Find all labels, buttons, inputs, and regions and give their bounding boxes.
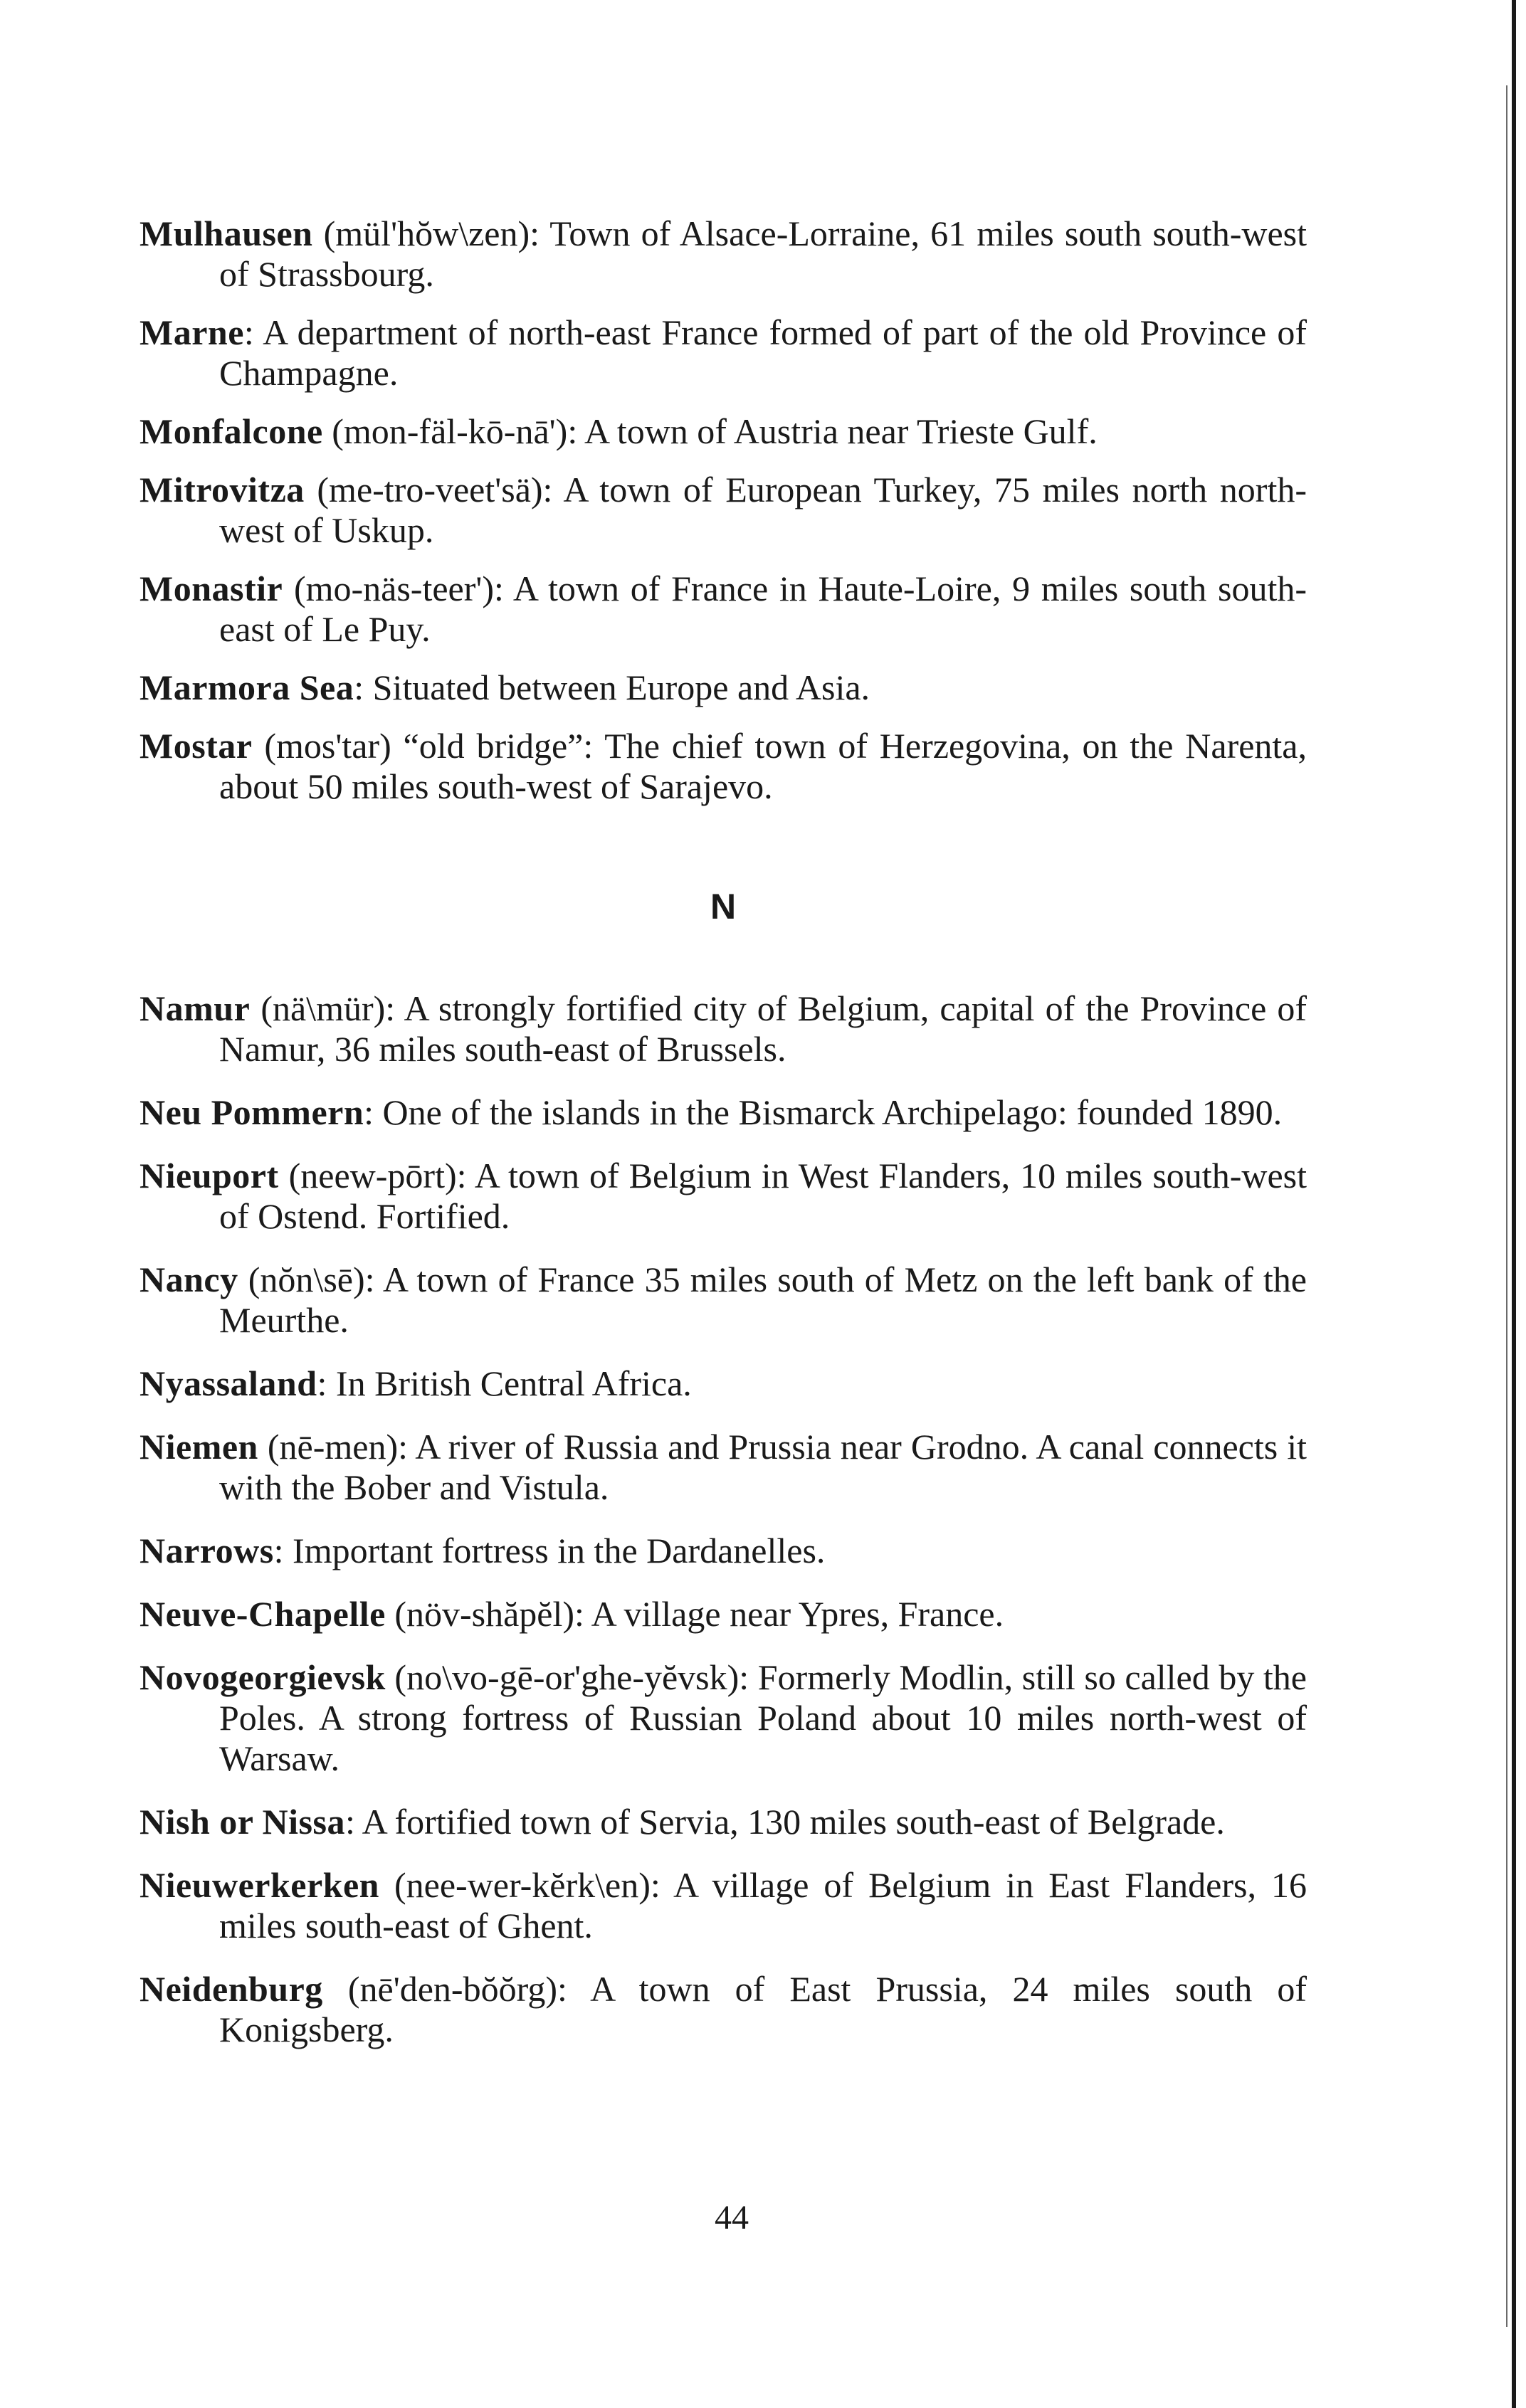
entry-headword: Nancy: [140, 1260, 238, 1299]
entry-marne: [140, 312, 1307, 394]
entry-monastir: [140, 569, 1307, 650]
entry-mulhausen: [140, 213, 1307, 295]
entry-headword: Mitrovitza: [140, 470, 305, 509]
entry-headword: Marmora Sea: [140, 667, 354, 707]
page-edge-shadow: [1506, 85, 1507, 2327]
entry-novogeorgievsk: [140, 1657, 1307, 1779]
entry-text: (nē'den-bŏŏrg): A town of East Prussia, 24 miles south of Konigsberg.: [219, 1969, 1307, 2049]
entry-headword: Nish or Nissa: [140, 1802, 345, 1842]
entry-text: (no\vo-gē-or'ghe-yĕvsk): Formerly Modlin, still so called by the Poles. A strong fortress of Russian Poland about 10 miles north-west of Warsaw.: [219, 1657, 1307, 1778]
entry-nieuwerkerken: [140, 1865, 1307, 1946]
entry-monfalcone: [140, 411, 1307, 452]
entry-headword: Mostar: [140, 726, 253, 766]
entry-text: : One of the islands in the Bismarck Archipelago: founded 1890.: [364, 1092, 1283, 1132]
entry-headword: Novogeorgievsk: [140, 1657, 386, 1697]
entry-text: (nee-wer-kĕrk\en): A village of Belgium in East Flanders, 16 miles south-east of Ghent.: [219, 1865, 1307, 1945]
entry-text: : In British Central Africa.: [317, 1363, 692, 1403]
entry-text: (növ-shăpĕl): A village near Ypres, France.: [385, 1594, 1004, 1634]
entry-headword: Nyassaland: [140, 1363, 317, 1403]
entry-text: (mül'hŏw\zen): Town of Alsace-Lorraine, 61 miles south south-west of Strassbourg.: [219, 213, 1307, 294]
entry-nyassaland: [140, 1363, 1307, 1404]
entry-text: : Situated between Europe and Asia.: [354, 667, 870, 707]
entry-text: : Important fortress in the Dardanelles.: [273, 1531, 826, 1570]
entry-text: (mos'tar) “old bridge”: The chief town of Herzegovina, on the Narenta, about 50 miles south-west of Sarajevo.: [219, 726, 1307, 806]
entry-headword: Mulhausen: [140, 213, 313, 253]
gazetteer-body: [140, 213, 1307, 2050]
page-number: 44: [715, 2199, 749, 2237]
entry-headword: Niemen: [140, 1427, 258, 1467]
entry-headword: Monfalcone: [140, 411, 323, 451]
entry-text: (neew-pōrt): A town of Belgium in West Flanders, 10 miles south-west of Ostend. Fortified.: [219, 1156, 1307, 1236]
entry-text: (mo-näs-teer'): A town of France in Haute-Loire, 9 miles south south-east of Le Puy.: [219, 569, 1307, 649]
entry-headword: Neidenburg: [140, 1969, 323, 2009]
entry-text: (mon-fäl-kō-nā'): A town of Austria near Trieste Gulf.: [322, 411, 1098, 451]
entry-headword: Narrows: [140, 1531, 274, 1570]
entry-namur: [140, 988, 1307, 1070]
entry-text: (nä\mür): A strongly fortified city of Belgium, capital of the Province of Namur, 36 miles south-east of Brussels.: [219, 988, 1307, 1069]
entry-text: (me-tro-veet'sä): A town of European Turkey, 75 miles north north-west of Uskup.: [219, 470, 1307, 550]
entry-nancy: [140, 1260, 1307, 1341]
entry-narrows: [140, 1531, 1307, 1571]
entry-headword: Neuve-Chapelle: [140, 1594, 386, 1634]
entry-mostar: [140, 726, 1307, 807]
entry-text: : A department of north-east France formed of part of the old Province of Champagne.: [219, 312, 1307, 393]
entry-headword: Monastir: [140, 569, 283, 608]
entry-text: (nŏn\sē): A town of France 35 miles south of Metz on the left bank of the Meurthe.: [219, 1260, 1307, 1340]
entry-niemen: [140, 1427, 1307, 1508]
entry-nish-or-nissa: [140, 1802, 1307, 1842]
entry-text: : A fortified town of Servia, 130 miles south-east of Belgrade.: [344, 1802, 1225, 1842]
entry-mitrovitza: [140, 470, 1307, 551]
entry-text: (nē-men): A river of Russia and Prussia near Grodno. A canal connects it with the Bober and Vistula.: [219, 1427, 1307, 1507]
entry-headword: Nieuport: [140, 1156, 279, 1195]
entry-marmora-sea: [140, 667, 1307, 708]
entry-headword: Namur: [140, 988, 251, 1028]
entry-nieuport: [140, 1156, 1307, 1237]
entry-headword: Nieuwerkerken: [140, 1865, 379, 1905]
entry-headword: Neu Pommern: [140, 1092, 364, 1132]
page-edge: [1512, 0, 1516, 2408]
entry-headword: Marne: [140, 312, 244, 352]
entry-neu-pommern: [140, 1092, 1307, 1133]
entry-neidenburg: [140, 1969, 1307, 2050]
entry-neuve-chapelle: [140, 1594, 1307, 1635]
section-letter: N: [710, 887, 737, 926]
